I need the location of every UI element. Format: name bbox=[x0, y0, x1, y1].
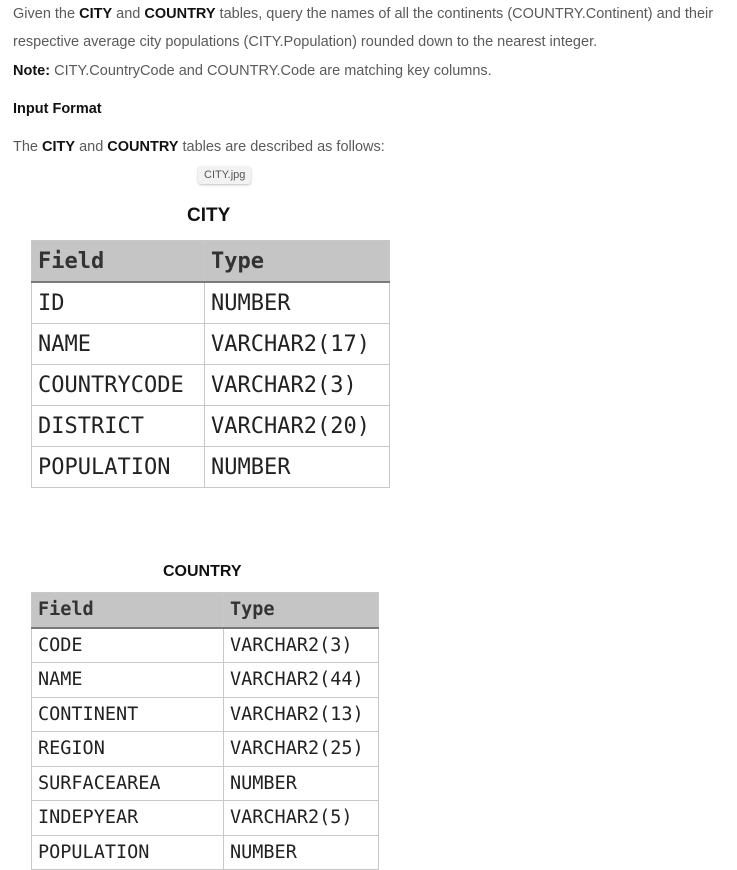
image-caption-tooltip: CITY.jpg bbox=[198, 166, 251, 184]
table-row bbox=[32, 766, 379, 801]
table-row bbox=[32, 282, 390, 324]
city-keyword: CITY bbox=[42, 139, 76, 155]
city-keyword: CITY bbox=[79, 6, 113, 22]
table-row bbox=[32, 835, 379, 870]
note-label: Note: bbox=[13, 63, 51, 79]
table-header-row bbox=[32, 241, 390, 283]
header-field: Field bbox=[32, 241, 205, 283]
table-row bbox=[32, 447, 390, 488]
header-type: Type bbox=[205, 241, 390, 283]
field-cell: ID bbox=[32, 282, 205, 324]
type-cell: NUMBER bbox=[224, 766, 379, 801]
type-cell: NUMBER bbox=[205, 447, 390, 488]
city-schema-table bbox=[31, 240, 390, 488]
table-row bbox=[32, 801, 379, 836]
input-format-description: The CITY and COUNTRY tables are described as follows: bbox=[13, 139, 385, 155]
city-table-title: CITY bbox=[187, 205, 231, 226]
table-row bbox=[32, 663, 379, 698]
field-cell: REGION bbox=[32, 732, 224, 767]
field-cell: CONTINENT bbox=[32, 697, 224, 732]
type-cell: VARCHAR2(25) bbox=[224, 732, 379, 767]
type-cell: VARCHAR2(17) bbox=[205, 324, 390, 365]
table-row bbox=[32, 697, 379, 732]
type-cell: VARCHAR2(44) bbox=[224, 663, 379, 698]
type-cell: VARCHAR2(3) bbox=[224, 628, 379, 663]
header-type: Type bbox=[224, 593, 379, 628]
field-cell: POPULATION bbox=[32, 835, 224, 870]
table-header-row bbox=[32, 593, 379, 628]
field-cell: INDEPYEAR bbox=[32, 801, 224, 836]
country-table-title: COUNTRY bbox=[163, 563, 242, 580]
note-line: Note: CITY.CountryCode and COUNTRY.Code are matching key columns. bbox=[13, 63, 492, 79]
table-row bbox=[32, 628, 379, 663]
table-row bbox=[32, 365, 390, 406]
field-cell: CODE bbox=[32, 628, 224, 663]
field-cell: NAME bbox=[32, 324, 205, 365]
type-cell: VARCHAR2(13) bbox=[224, 697, 379, 732]
header-field: Field bbox=[32, 593, 224, 628]
field-cell: NAME bbox=[32, 663, 224, 698]
table-row bbox=[32, 406, 390, 447]
country-keyword: COUNTRY bbox=[107, 139, 179, 155]
problem-statement: Given the CITY and COUNTRY tables, query the names of all the continents (COUNTRY.Continent) and their respective average city populations (CITY.Population) rounded down to the nearest integer. bbox=[13, 6, 714, 50]
field-cell: POPULATION bbox=[32, 447, 205, 488]
type-cell: VARCHAR2(20) bbox=[205, 406, 390, 447]
table-row bbox=[32, 324, 390, 365]
table-row bbox=[32, 732, 379, 767]
field-cell: DISTRICT bbox=[32, 406, 205, 447]
country-schema-table bbox=[31, 592, 379, 870]
type-cell: VARCHAR2(3) bbox=[205, 365, 390, 406]
country-keyword: COUNTRY bbox=[144, 6, 216, 22]
field-cell: COUNTRYCODE bbox=[32, 365, 205, 406]
input-format-heading: Input Format bbox=[13, 101, 102, 117]
type-cell: NUMBER bbox=[224, 835, 379, 870]
field-cell: SURFACEAREA bbox=[32, 766, 224, 801]
type-cell: VARCHAR2(5) bbox=[224, 801, 379, 836]
type-cell: NUMBER bbox=[205, 282, 390, 324]
